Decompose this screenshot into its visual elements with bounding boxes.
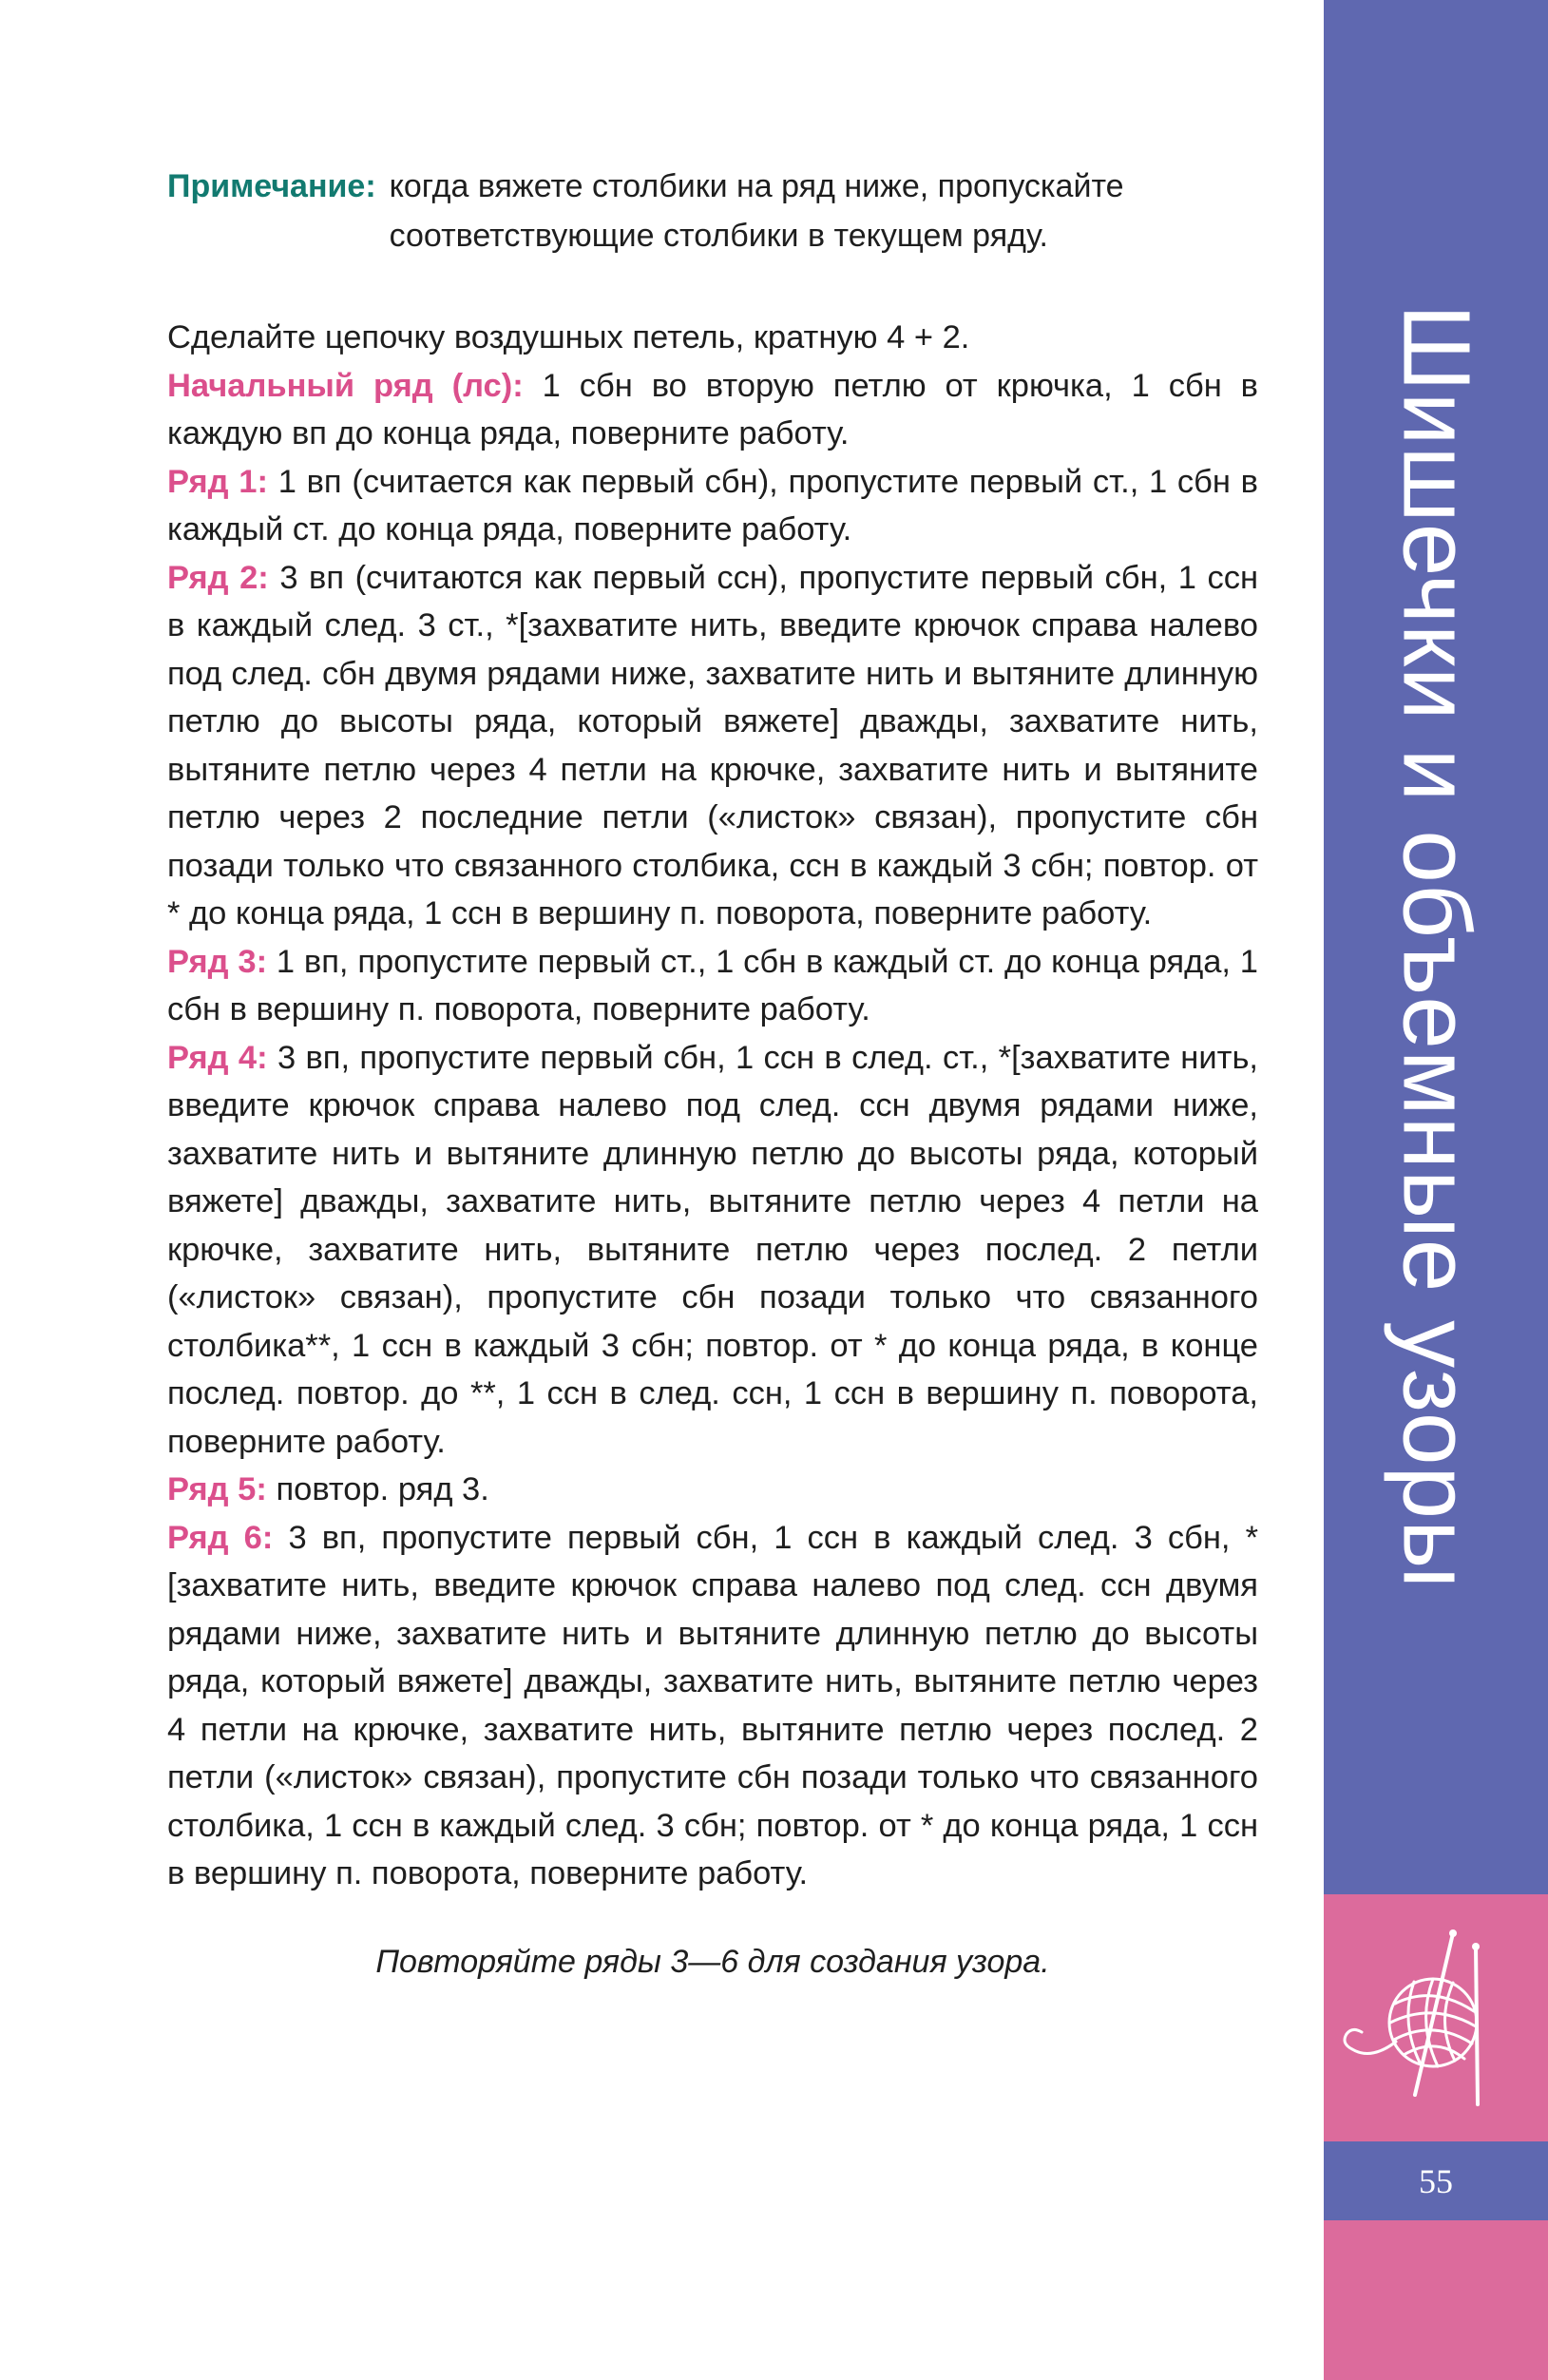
note-text (390, 162, 1258, 260)
row-4 (167, 1034, 1258, 1467)
row-label: Ряд 5: (167, 1471, 267, 1507)
row-3 (167, 938, 1258, 1034)
yarn-ball-icon (1333, 1928, 1504, 2108)
intro-paragraph: Сделайте цепочку воздушных петель, кратную 4 + 2. (167, 319, 970, 355)
note (167, 162, 1258, 260)
page-number: 55 (1419, 2161, 1453, 2200)
sidebar-title-band (1324, 0, 1548, 1894)
row-label: Начальный ряд (лс): (167, 367, 524, 404)
instructions (167, 314, 1258, 1898)
row-text: повтор. ряд 3. (266, 1471, 489, 1507)
row-2 (167, 554, 1258, 938)
row-text: 3 вп, пропустите первый сбн, 1 ссн в след. ст., *[захватите нить, введите крючок справа налево под след. ссн двумя рядами ниже, захватите нить и вытяните длинную петлю до высоты ряда, который вяжете] дважды, захватите нить, вытяните петлю через 4 петли на крючке, захватите нить, вытяните петлю через послед. 2 петли («листок» связан), пропустите сбн позади только что связанного столбика**, 1 ссн в каждый 3 сбн; повтор. от * до конца ряда, в конце послед. повтор. до **, 1 ссн в след. ссн, 1 ссн в вершину п. поворота, поверните работу. (167, 1039, 1258, 1460)
row-label: Ряд 3: (167, 943, 268, 980)
row-start (167, 362, 1258, 458)
row-1 (167, 458, 1258, 554)
row-5 (167, 1466, 1258, 1514)
row-label: Ряд 4: (167, 1039, 268, 1076)
row-label: Ряд 6: (167, 1519, 274, 1556)
row-label: Ряд 1: (167, 463, 268, 500)
repeat-note: Повторяйте ряды 3—6 для создания узора. (375, 1943, 1050, 1980)
row-6 (167, 1514, 1258, 1898)
sidebar-bottom-band (1324, 2220, 1548, 2380)
chapter-title: Шишечки и объемные узоры (1383, 304, 1490, 1589)
page-content (167, 162, 1258, 1981)
sidebar-icon-band (1324, 1894, 1548, 2141)
chapter-sidebar (1324, 0, 1548, 2380)
note-line-1: когда вяжете столбики на ряд ниже, пропускайте (389, 168, 1124, 204)
note-line-2: соответствующие столбики в текущем ряду. (389, 218, 1049, 254)
row-text: 1 сбн во вторую петлю от крючка, 1 сбн в каждую вп до конца ряда, поверните работу. (167, 367, 1259, 451)
row-text: 1 вп, пропустите первый ст., 1 сбн в каждый ст. до конца ряда, 1 сбн в вершину п. поворота, поверните работу. (167, 943, 1258, 1027)
row-text: 3 вп, пропустите первый сбн, 1 ссн в каждый след. 3 сбн, *[захватите нить, введите крючок справа налево под след. ссн двумя рядами ниже, захватите нить и вытяните длинную петлю до высоты ряда, который вяжете] дважды, захватите нить, вытяните петлю через 4 петли на крючке, захватите нить, вытяните петлю через послед. 2 петли («листок» связан), пропустите сбн позади только что связанного столбика, 1 ссн в каждый след. 3 сбн; повтор. от * до конца ряда, 1 ссн в вершину п. поворота, поверните работу. (167, 1519, 1259, 1891)
row-text: 1 вп (считается как первый сбн), пропустите первый ст., 1 сбн в каждый ст. до конца ряда, поверните работу. (167, 463, 1258, 547)
row-text: 3 вп (считаются как первый ссн), пропустите первый сбн, 1 ссн в каждый след. 3 ст., *[захватите нить, введите крючок справа налево под след. сбн двумя рядами ниже, захватите нить и вытяните длинную петлю до высоты ряда, который вяжете] дважды, захватите нить, вытяните петлю через 4 петли на крючке, захватите нить и вытяните петлю через 2 последние петли («листок» связан), пропустите сбн позади только что связанного столбика, ссн в каждый 3 сбн; повтор. от * до конца ряда, 1 ссн в вершину п. поворота, поверните работу. (167, 559, 1258, 931)
note-label: Примечание: (167, 168, 376, 204)
page-number-band (1324, 2141, 1548, 2220)
row-label: Ряд 2: (167, 559, 269, 596)
